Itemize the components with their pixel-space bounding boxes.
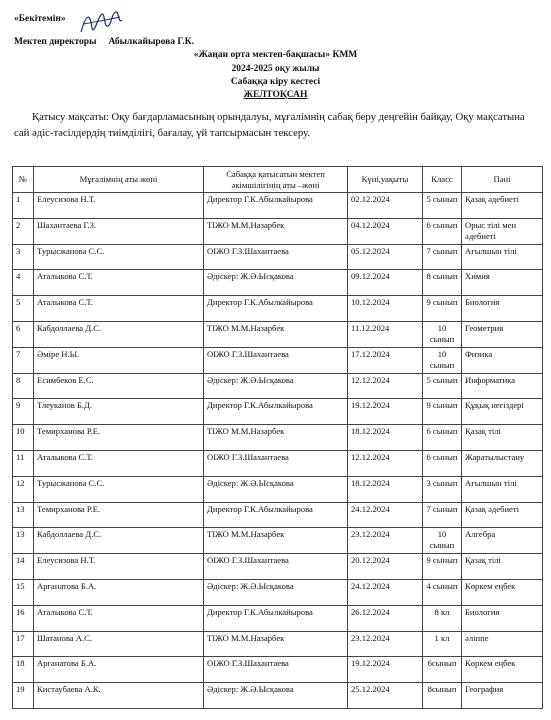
- subject-name: Көркем еңбек: [462, 657, 543, 683]
- subject-name: Ағылшын тілі: [462, 476, 543, 502]
- row-number: 10: [13, 425, 34, 451]
- lesson-date: 04.12.2024: [348, 218, 423, 244]
- lesson-date: 23.12.2024: [348, 528, 423, 554]
- table-row: [13, 244, 543, 270]
- subject-name: Геометрия: [462, 321, 543, 347]
- subject-name: География: [462, 683, 543, 709]
- lesson-date: 17.12.2024: [348, 347, 423, 373]
- row-number: 1: [13, 193, 34, 219]
- table-row: [13, 528, 543, 554]
- subject-name: Құқық негіздері: [462, 399, 543, 425]
- row-number: 3: [13, 244, 34, 270]
- approval-block: [14, 6, 354, 50]
- admin-name: Директор Г.К.Абылкайырова: [204, 399, 348, 425]
- row-number: 19: [13, 683, 34, 709]
- lesson-date: 12.12.2024: [348, 373, 423, 399]
- col-header-teacher: Мұғалімнің аты жөні: [34, 167, 204, 193]
- table-row: [13, 321, 543, 347]
- class-name: 8сынып: [423, 683, 462, 709]
- col-header-class: Класс: [423, 167, 462, 193]
- class-name: 7 сынып: [423, 502, 462, 528]
- admin-name: Әдіскер: Ж.Ә.Ысқакова: [204, 270, 348, 296]
- teacher-name: Кистаубаева А.К.: [34, 683, 204, 709]
- row-number: 4: [13, 270, 34, 296]
- subject-name: Қазақ әдебиеті: [462, 193, 543, 219]
- teacher-name: Елеусизова Н.Т.: [34, 193, 204, 219]
- lesson-date: 11.12.2024: [348, 321, 423, 347]
- admin-name: ТІЖО М.М.Назарбек: [204, 528, 348, 554]
- lesson-date: 26.12.2024: [348, 605, 423, 631]
- admin-name: ТІЖО М.М.Назарбек: [204, 218, 348, 244]
- admin-name: ТІЖО М.М.Назарбек: [204, 425, 348, 451]
- teacher-name: Әміре Н.Ы.: [34, 347, 204, 373]
- purpose-text: Қатысу мақсаты: Оқу бағдарламасының орындалуы, мұғалімнің сабақ беру деңгейін байқау, Оқу мақсатына сай әдіс-тәсілдердің тиімділігі, бағалау, үй тапсырмасын тексеру.: [14, 111, 525, 139]
- class-name: 6 сынып: [423, 218, 462, 244]
- row-number: 5: [13, 296, 34, 322]
- class-name: 10 сынып: [423, 321, 462, 347]
- row-number: 18: [13, 657, 34, 683]
- month-title: ЖЕЛТОҚСАН: [243, 90, 308, 100]
- director-line: [14, 37, 194, 47]
- row-number: 2: [13, 218, 34, 244]
- subject-name: Алгебра: [462, 528, 543, 554]
- table-row: [13, 425, 543, 451]
- admin-name: ТІЖО М.М.Назарбек: [204, 321, 348, 347]
- table-header-row: [13, 167, 543, 193]
- subject-name: Жаратылыстану: [462, 450, 543, 476]
- subject-name: Биология: [462, 296, 543, 322]
- table-row: [13, 399, 543, 425]
- col-header-no: №: [13, 167, 34, 193]
- subject-name: Қазақ әдебиеті: [462, 502, 543, 528]
- lesson-date: 18.12.2024: [348, 476, 423, 502]
- admin-name: ОІЖО Г.З.Шахантаева: [204, 450, 348, 476]
- col-header-date: Күні,уақыты: [348, 167, 423, 193]
- admin-name: Директор Г.К.Абылкайырова: [204, 193, 348, 219]
- subject-name: әліппе: [462, 631, 543, 657]
- teacher-name: Елеусизова Н.Т.: [34, 554, 204, 580]
- table-row: [13, 683, 543, 709]
- table-row: [13, 450, 543, 476]
- teacher-name: Арганатова Б.А.: [34, 657, 204, 683]
- approved-label: «Бекітемін»: [14, 14, 66, 24]
- subject-name: Көркем еңбек: [462, 579, 543, 605]
- lesson-date: 18.12.2024: [348, 425, 423, 451]
- row-number: 17: [13, 631, 34, 657]
- row-number: 14: [13, 554, 34, 580]
- subject-name: Қазақ тілі: [462, 554, 543, 580]
- school-name: «Жаңаи орта мектеп-бақшасы» КММ: [193, 50, 358, 60]
- lesson-date: 12.12.2024: [348, 450, 423, 476]
- teacher-name: Аталыкова С.Т.: [34, 450, 204, 476]
- class-name: 9 сынып: [423, 296, 462, 322]
- subject-name: Химия: [462, 270, 543, 296]
- class-name: 9 сынып: [423, 399, 462, 425]
- admin-name: Директор Г.К.Абылкайырова: [204, 296, 348, 322]
- teacher-name: Темирханова Р.Е.: [34, 425, 204, 451]
- teacher-name: Тлеуканов Б.Д.: [34, 399, 204, 425]
- lesson-date: 24.12.2024: [348, 502, 423, 528]
- table-row: [13, 193, 543, 219]
- signature-icon: [78, 8, 124, 38]
- lesson-date: 09.12.2024: [348, 270, 423, 296]
- row-number: 13: [13, 528, 34, 554]
- table-row: [13, 605, 543, 631]
- admin-name: Әдіскер: Ж.Ә.Ысқакова: [204, 683, 348, 709]
- lesson-date: 24.12.2024: [348, 579, 423, 605]
- subject-name: Физика: [462, 347, 543, 373]
- teacher-name: Аталыкова С.Т.: [34, 270, 204, 296]
- row-number: 7: [13, 347, 34, 373]
- academic-year: 2024-2025 оқу жылы: [231, 64, 320, 74]
- row-number: 13: [13, 502, 34, 528]
- table-row: [13, 554, 543, 580]
- row-number: 15: [13, 579, 34, 605]
- class-name: 4 сынып: [423, 579, 462, 605]
- teacher-name: Есимбеков Е.С.: [34, 373, 204, 399]
- table-row: [13, 296, 543, 322]
- admin-name: ОІЖО Г.З.Шахантаева: [204, 657, 348, 683]
- row-number: 16: [13, 605, 34, 631]
- teacher-name: Шатанова А.С.: [34, 631, 204, 657]
- admin-name: ОІЖО Г.З.Шахантаева: [204, 347, 348, 373]
- class-name: 5 сынып: [423, 193, 462, 219]
- class-name: 7 сынып: [423, 244, 462, 270]
- row-number: 12: [13, 476, 34, 502]
- table-row: [13, 476, 543, 502]
- admin-name: ОІЖО Г.З.Шахантаева: [204, 554, 348, 580]
- row-number: 9: [13, 399, 34, 425]
- admin-name: Әдіскер: Ж.Ә.Ысқакова: [204, 476, 348, 502]
- row-number: 11: [13, 450, 34, 476]
- admin-name: ТІЖО М.М.Назарбек: [204, 631, 348, 657]
- row-number: 8: [13, 373, 34, 399]
- admin-name: Әдіскер: Ж.Ә.Ысқакова: [204, 373, 348, 399]
- subject-name: Информатика: [462, 373, 543, 399]
- table-row: [13, 347, 543, 373]
- table-row: [13, 218, 543, 244]
- class-name: 3 сынып: [423, 476, 462, 502]
- table-row: [13, 373, 543, 399]
- lesson-date: 23.12.2024: [348, 631, 423, 657]
- class-name: 6 сынып: [423, 425, 462, 451]
- table-row: [13, 631, 543, 657]
- lesson-date: 02.12.2024: [348, 193, 423, 219]
- class-name: 1 кл: [423, 631, 462, 657]
- table-row: [13, 270, 543, 296]
- teacher-name: Кабдоллаева Д.С.: [34, 321, 204, 347]
- subject-name: Қазақ тілі: [462, 425, 543, 451]
- teacher-name: Турысжанова С.С.: [34, 244, 204, 270]
- lesson-date: 19.12.2024: [348, 657, 423, 683]
- director-title: Мектеп директоры: [14, 37, 97, 47]
- class-name: 8 сынып: [423, 270, 462, 296]
- teacher-name: Кабдоллаева Д.С.: [34, 528, 204, 554]
- class-name: 5 сынып: [423, 373, 462, 399]
- class-name: 10 сынып: [423, 347, 462, 373]
- subject-name: Биология: [462, 605, 543, 631]
- class-name: 6сынып: [423, 657, 462, 683]
- lesson-date: 19.12.2024: [348, 399, 423, 425]
- subject-name: Ағылшын тілі: [462, 244, 543, 270]
- teacher-name: Аталыкова С.Т.: [34, 605, 204, 631]
- lesson-date: 20.12.2024: [348, 554, 423, 580]
- teacher-name: Арганатова Б.А.: [34, 579, 204, 605]
- table-row: [13, 502, 543, 528]
- schedule-title: Сабаққа кіру кестесі: [230, 77, 321, 87]
- admin-name: ОІЖО Г.З.Шахантаева: [204, 244, 348, 270]
- class-name: 9 сынып: [423, 554, 462, 580]
- teacher-name: Шахантаева Г.З.: [34, 218, 204, 244]
- admin-name: Директор Г.К.Абылкайырова: [204, 605, 348, 631]
- table-row: [13, 579, 543, 605]
- teacher-name: Темирханова Р.Е.: [34, 502, 204, 528]
- class-name: 6 сынып: [423, 450, 462, 476]
- row-number: 6: [13, 321, 34, 347]
- schedule-table: [12, 166, 543, 709]
- lesson-date: 05.12.2024: [348, 244, 423, 270]
- lesson-date: 10.12.2024: [348, 296, 423, 322]
- table-row: [13, 657, 543, 683]
- lesson-date: 25.12.2024: [348, 683, 423, 709]
- director-name: Абылкайырова Г.К.: [108, 37, 195, 47]
- subject-name: Орыс тілі мен әдебиеті: [462, 218, 543, 244]
- teacher-name: Турысжанова С.С.: [34, 476, 204, 502]
- col-header-subject: Пәні: [462, 167, 543, 193]
- col-header-admin: Сабаққа қатысатын мектеп әкімшілігінің аты –жөні: [204, 167, 348, 193]
- class-name: 8 кл: [423, 605, 462, 631]
- admin-name: Директор Г.К.Абылкайырова: [204, 502, 348, 528]
- teacher-name: Аталыкова С.Т.: [34, 296, 204, 322]
- class-name: 10 сынып: [423, 528, 462, 554]
- admin-name: Әдіскер: Ж.Ә.Ысқакова: [204, 579, 348, 605]
